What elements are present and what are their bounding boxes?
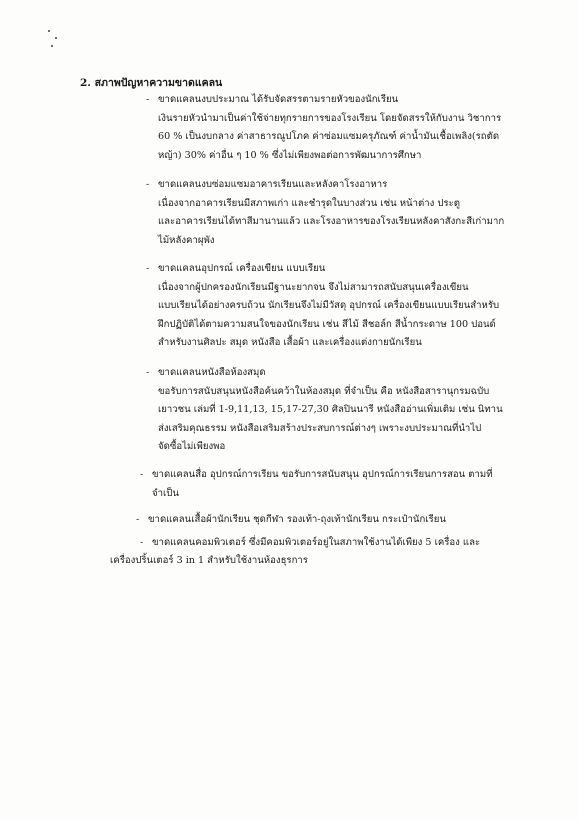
bullet-dash: - [146, 263, 150, 274]
item-title: ขาดแคลนคอมพิวเตอร์ ซึ่งมีคอมพิวเตอร์อยู่ในสภาพใช้งานได้เพียง 5 เครื่อง และ [152, 537, 481, 548]
item-title: ขาดแคลนเสื้อผ้านักเรียน ชุดกีฬา รองเท้า-ถุงเท้านักเรียน กระเป๋านักเรียน [148, 514, 446, 525]
bullet-dash: - [146, 94, 150, 105]
item-text-line: ส่งเสริมคุณธรรม หนังสือเสริมสร้างประสบการณ์ต่างๆ เพราะงบประมาณที่นำไป [158, 422, 482, 434]
list-item [146, 176, 504, 250]
item-title-line [140, 534, 480, 553]
list-item-continuation [110, 552, 308, 571]
item-title: ขาดแคลนงบประมาณ ได้รับจัดสรรตามรายหัวของนักเรียน [158, 94, 399, 105]
list-item [140, 466, 493, 503]
item-title: ขาดแคลนงบซ่อมแซมอาคารเรียนและหลังคาโรงอาหาร [158, 179, 388, 190]
item-title-line [146, 91, 501, 110]
item-title: ขาดแคลนสื่อ อุปกรณ์การเรียน ขอรับการสนับสนุน อุปกรณ์การเรียนการสอน ตามที่ [152, 469, 493, 480]
list-item [146, 364, 503, 457]
item-title-line [146, 260, 499, 279]
bullet-dash: - [146, 179, 150, 190]
list-item [146, 260, 499, 353]
list-item [146, 91, 501, 165]
item-text-line: เนื่องจากอาคารเรียนมีสภาพเก่า และชำรุดในบางส่วน เช่น หน้าต่าง ประตู [158, 197, 460, 209]
item-text-line: ขอรับการสนับสนุนหนังสือค้นคว้าในห้องสมุด ที่จำเป็น คือ หนังสือสารานุกรมฉบับ [158, 385, 490, 397]
item-text-line: ไม้หลังคาผุพัง [158, 234, 215, 246]
item-text-line: เยาวชน เล่มที่ 1-9,11,13, 15,17-27,30 ศิลปินนารี หนังสืออ่านเพิ่มเติม เช่น นิทาน [158, 404, 503, 415]
item-text-line: สำหรับงานศิลปะ สมุด หนังสือ เสื้อผ้า และเครื่องแต่งกายนักเรียน [158, 337, 422, 348]
item-text-line: เครื่องปริ้นเตอร์ 3 in 1 สำหรับใช้งานห้องธุรการ [110, 555, 308, 566]
bullet-dash: - [136, 514, 140, 525]
item-title: ขาดแคลนหนังสือห้องสมุด [158, 367, 266, 378]
item-text-line: จำเป็น [152, 487, 179, 499]
item-title: ขาดแคลนอุปกรณ์ เครื่องเขียน แบบเรียน [158, 263, 326, 274]
bullet-dash: - [140, 469, 144, 480]
item-text-line: หญ้า) 30% ค่าอื่น ๆ 10 % ซึ่งไม่เพียงพอต่อการพัฒนาการศึกษา [158, 149, 422, 161]
bullet-dash: - [140, 537, 144, 548]
item-text-line: 60 % เป็นงบกลาง ค่าสาธารณูปโภค ค่าซ่อมแซมครุภัณฑ์ ค่าน้ำมันเชื้อเพลิง(รถตัด [158, 131, 500, 142]
list-item [140, 534, 480, 553]
item-text-line: เงินรายหัวนำมาเป็นค่าใช้จ่ายทุกรายการของโรงเรียน โดยจัดสรรให้กับงาน วิชาการ [158, 112, 502, 124]
item-title-line [146, 176, 504, 195]
item-title-line [140, 466, 493, 485]
item-text-line: เนื่องจากผู้ปกครองนักเรียนมีฐานะยากจน จึงไม่สามารถสนับสนุนเครื่องเขียน [158, 281, 469, 293]
item-text-line: จัดซื้อไม่เพียงพอ [158, 441, 226, 452]
item-title-line [136, 511, 446, 530]
item-title-line [146, 364, 503, 383]
bullet-dash: - [146, 367, 150, 378]
item-text-line: แบบเรียนได้อย่างครบถ้วน นักเรียนจึงไม่มีวัสดุ อุปกรณ์ เครื่องเขียนแบบเรียนสำหรับ [158, 300, 500, 311]
section-heading: 2. สภาพปัญหาความขาดแคลน [80, 77, 223, 89]
scan-specks [46, 28, 60, 50]
item-text-line: ฝึกปฏิบัติได้ตามความสนใจของนักเรียน เช่น สีไม้ สีชอล์ก สีน้ำกระดาษ 100 ปอนด์ [158, 318, 496, 330]
list-item [136, 511, 446, 530]
item-text-line: และอาคารเรียนได้ทาสีมานานแล้ว และโรงอาหารของโรงเรียนหลังคาสังกะสีเก่ามาก [158, 216, 505, 227]
